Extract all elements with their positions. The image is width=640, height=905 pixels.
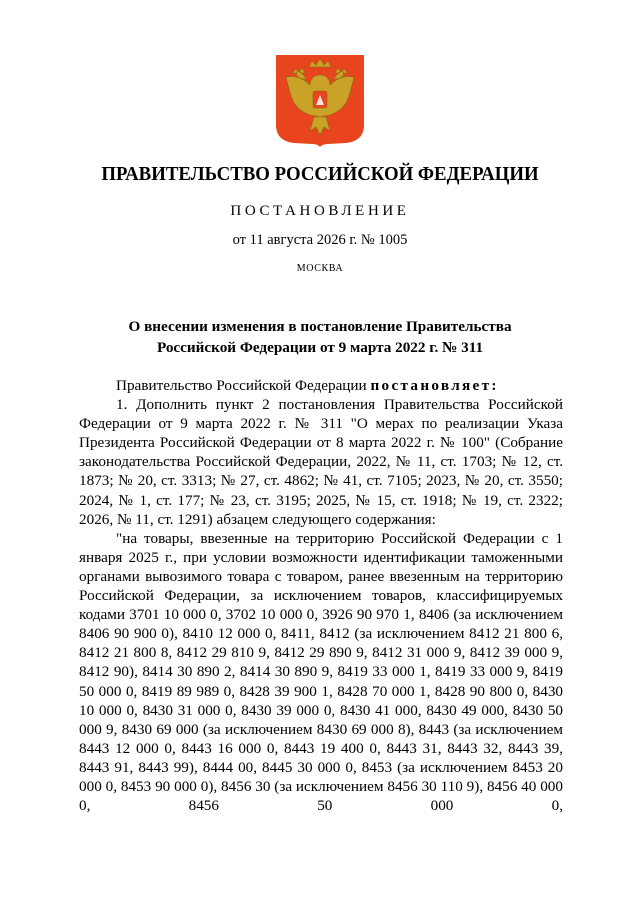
item-1-paragraph: 1. Дополнить пункт 2 постановления Правительства Российской Федерации от 9 марта 2022 г. № 311 "О мерах по реализации Указа Президента Российской Федерации от 8 марта 2022 г. № 100" (Собрание законодательства Российской Федерации, 2022, № 11, ст. 1703; № 12, ст. 1873; № 20, ст. 3313; № 27, ст. 4862; № 41, ст. 7105; 2023, № 20, ст. 3550; 2024, № 1, ст. 177; № 23, ст. 3195; 2025, № 15, ст. 1918; № 19, ст. 2322; 2026, № 11, ст. 1291) абзацем следующего содержания: — [79, 396, 563, 528]
quoted-paragraph: "на товары, ввезенные на территорию Российской Федерации с 1 января 2025 г., при условии возможности идентификации таможенными органами вывозимого товара с товаром, ранее ввезенным на территорию Российской Федерации, за исключением товаров, классифицируемых кодами 3701 10 000 0, 3702 10 000 0, 3926 90 970 1, 8406 (за исключением 8406 90 900 0), 8410 12 000 0, 8411, 8412 (за исключением 8412 21 800 6, 8412 21 800 8, 8412 29 810 9, 8412 29 890 9, 8412 31 000 9, 8412 39 000 9, 8412 90), 8414 30 890 2, 8414 30 890 9, 8419 33 000 1, 8419 33 000 9, 8419 50 000 0, 8419 89 989 0, 8428 39 900 1, 8428 70 000 1, 8428 90 800 0, 8430 10 000 0, 8430 31 000 0, 8430 39 000 0, 8430 41 000, 8430 49 000, 8430 50 000 9, 8430 69 000 (за исключением 8430 69 000 8), 8443 (за исключением 8443 12 000 0, 8443 16 000 0, 8443 19 400 0, 8443 31, 8443 32, 8443 39, 8443 91, 8443 99), 8444 00, 8445 30 000 0, 8453 (за исключением 8453 20 000 0, 8453 90 000 0), 8456 30 (за исключением 8456 30 110 9), 8456 40 000 0, 8456 50 000 0, — [79, 529, 563, 815]
government-name: ПРАВИТЕЛЬСТВО РОССИЙСКОЙ ФЕДЕРАЦИИ — [101, 163, 539, 185]
document-subject — [80, 316, 560, 358]
coat-of-arms-emblem — [276, 55, 364, 147]
intro-verb: постановляет: — [370, 377, 499, 394]
document-city: МОСКВА — [296, 263, 344, 274]
document-type: ПОСТАНОВЛЕНИЕ — [230, 203, 410, 219]
intro-text: Правительство Российской Федерации — [116, 377, 371, 394]
document-date-number: от 11 августа 2026 г. № 1005 — [232, 232, 408, 248]
intro-paragraph — [79, 376, 563, 395]
subject-line-1: О внесении изменения в постановление Правительства — [128, 318, 512, 335]
subject-line-2: Российской Федерации от 9 марта 2022 г. № 311 — [156, 339, 484, 356]
document-body — [79, 376, 563, 815]
